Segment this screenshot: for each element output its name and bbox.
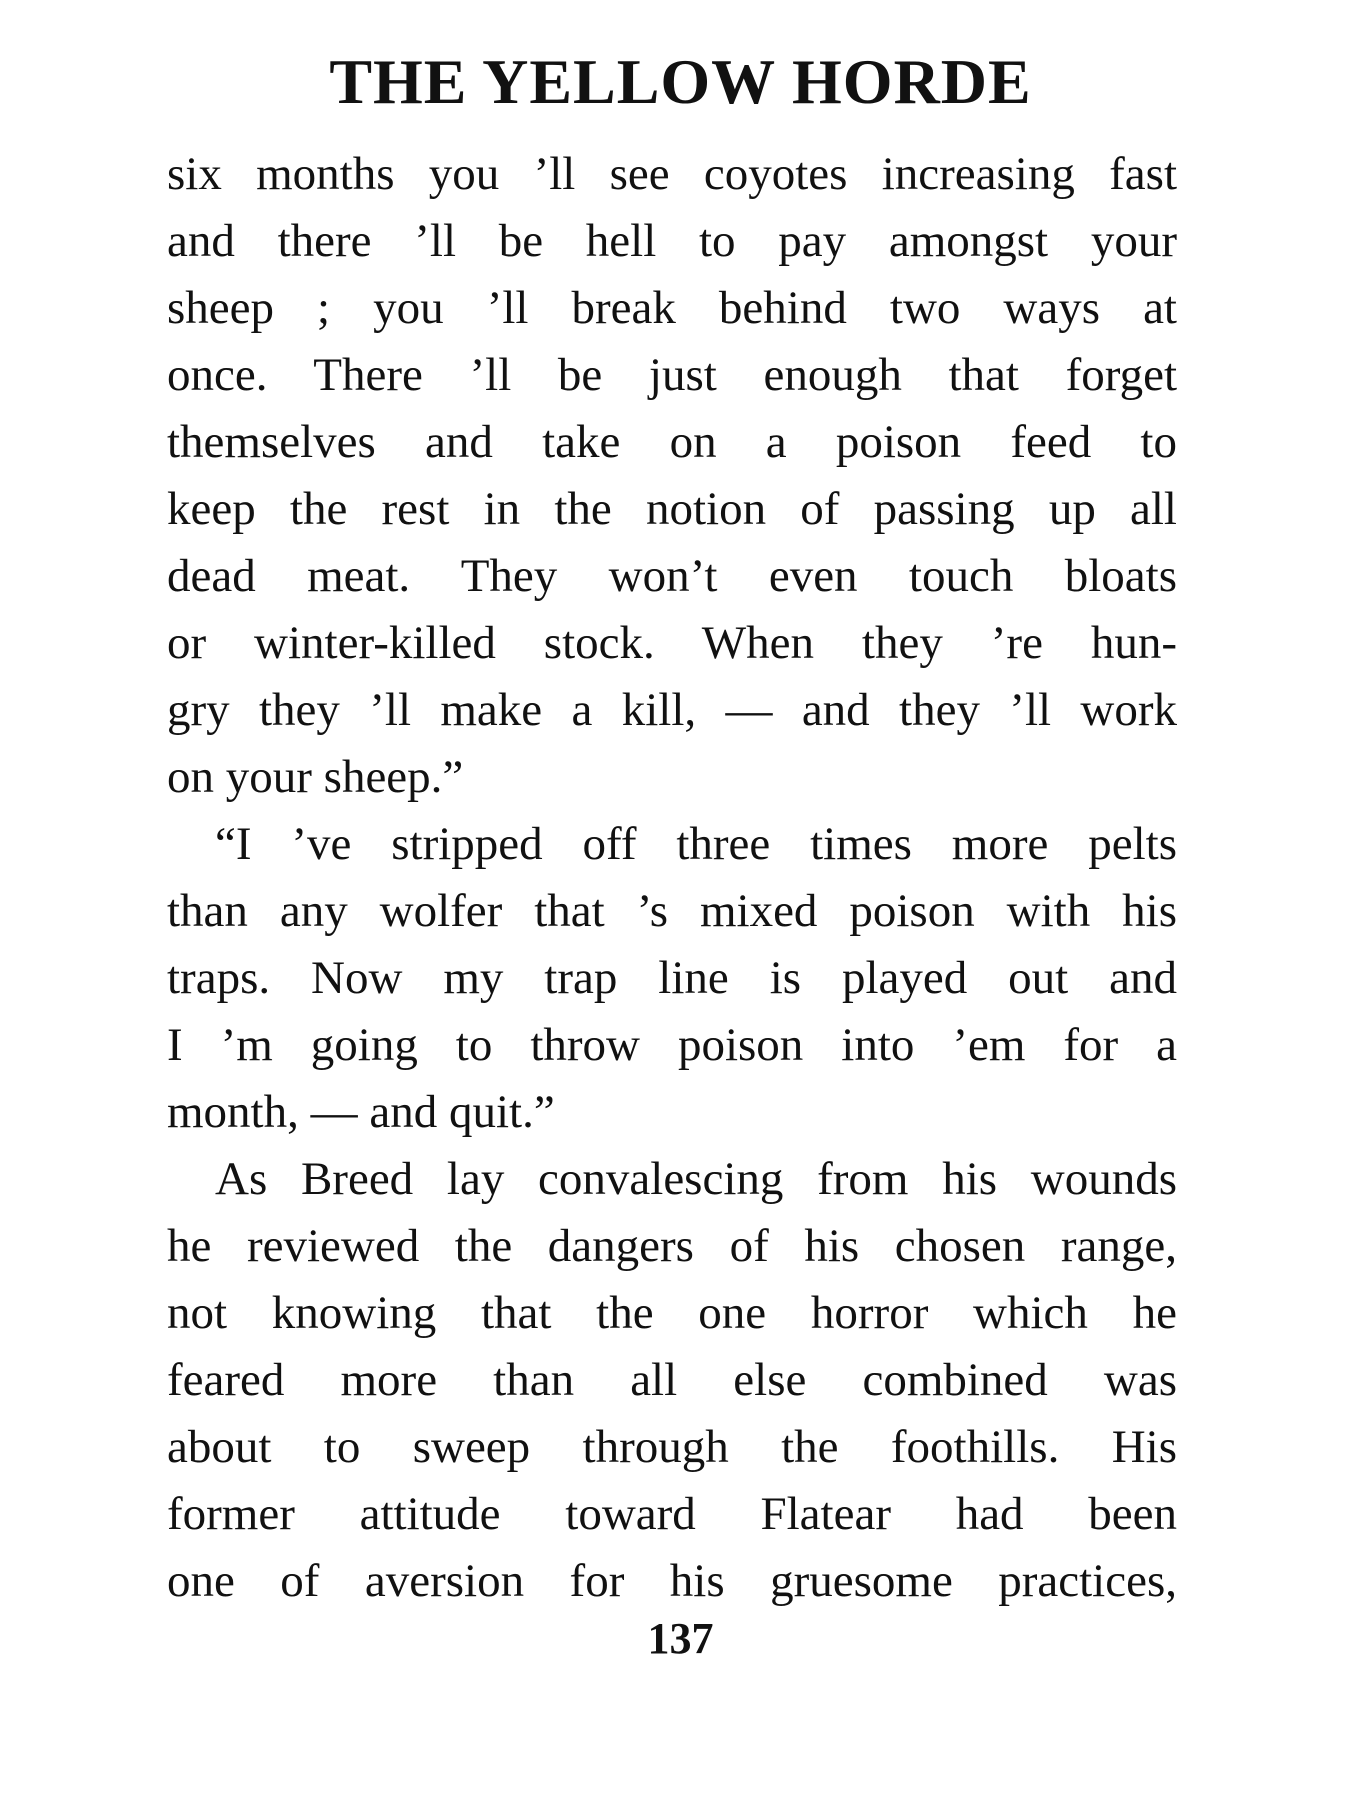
- text-line: than any wolfer that ’s mixed poison with his: [167, 885, 1177, 937]
- text-line: gry they ’ll make a kill, — and they ’ll work: [167, 684, 1177, 736]
- text-line: or winter-killed stock. When they ’re hun-: [167, 617, 1177, 669]
- text-line: six months you ’ll see coyotes increasing fast: [167, 148, 1177, 200]
- text-line: on your sheep.”: [167, 751, 464, 803]
- text-line: about to sweep through the foothills. His: [167, 1421, 1177, 1473]
- text-line: As Breed lay convalescing from his wounds: [215, 1153, 1177, 1205]
- text-line: one of aversion for his gruesome practices,: [167, 1555, 1177, 1607]
- text-line: keep the rest in the notion of passing up all: [167, 483, 1177, 535]
- text-line: once. There ’ll be just enough that forget: [167, 349, 1177, 401]
- text-line: and there ’ll be hell to pay amongst your: [167, 215, 1177, 267]
- text-line: traps. Now my trap line is played out and: [167, 952, 1177, 1004]
- text-line: month, — and quit.”: [167, 1086, 555, 1138]
- text-line: I ’m going to throw poison into ’em for a: [167, 1019, 1177, 1071]
- body-text: [167, 141, 1177, 1615]
- text-line: feared more than all else combined was: [167, 1354, 1177, 1406]
- page-number: 137: [647, 1614, 714, 1663]
- text-line: sheep ; you ’ll break behind two ways at: [167, 282, 1177, 334]
- text-line: dead meat. They won’t even touch bloats: [167, 550, 1177, 602]
- running-title: THE YELLOW HORDE: [329, 46, 1032, 117]
- text-line: “I ’ve stripped off three times more pelts: [215, 818, 1177, 870]
- text-line: former attitude toward Flatear had been: [167, 1488, 1177, 1540]
- text-line: he reviewed the dangers of his chosen range,: [167, 1220, 1177, 1272]
- text-line: not knowing that the one horror which he: [167, 1287, 1177, 1339]
- text-line: themselves and take on a poison feed to: [167, 416, 1177, 468]
